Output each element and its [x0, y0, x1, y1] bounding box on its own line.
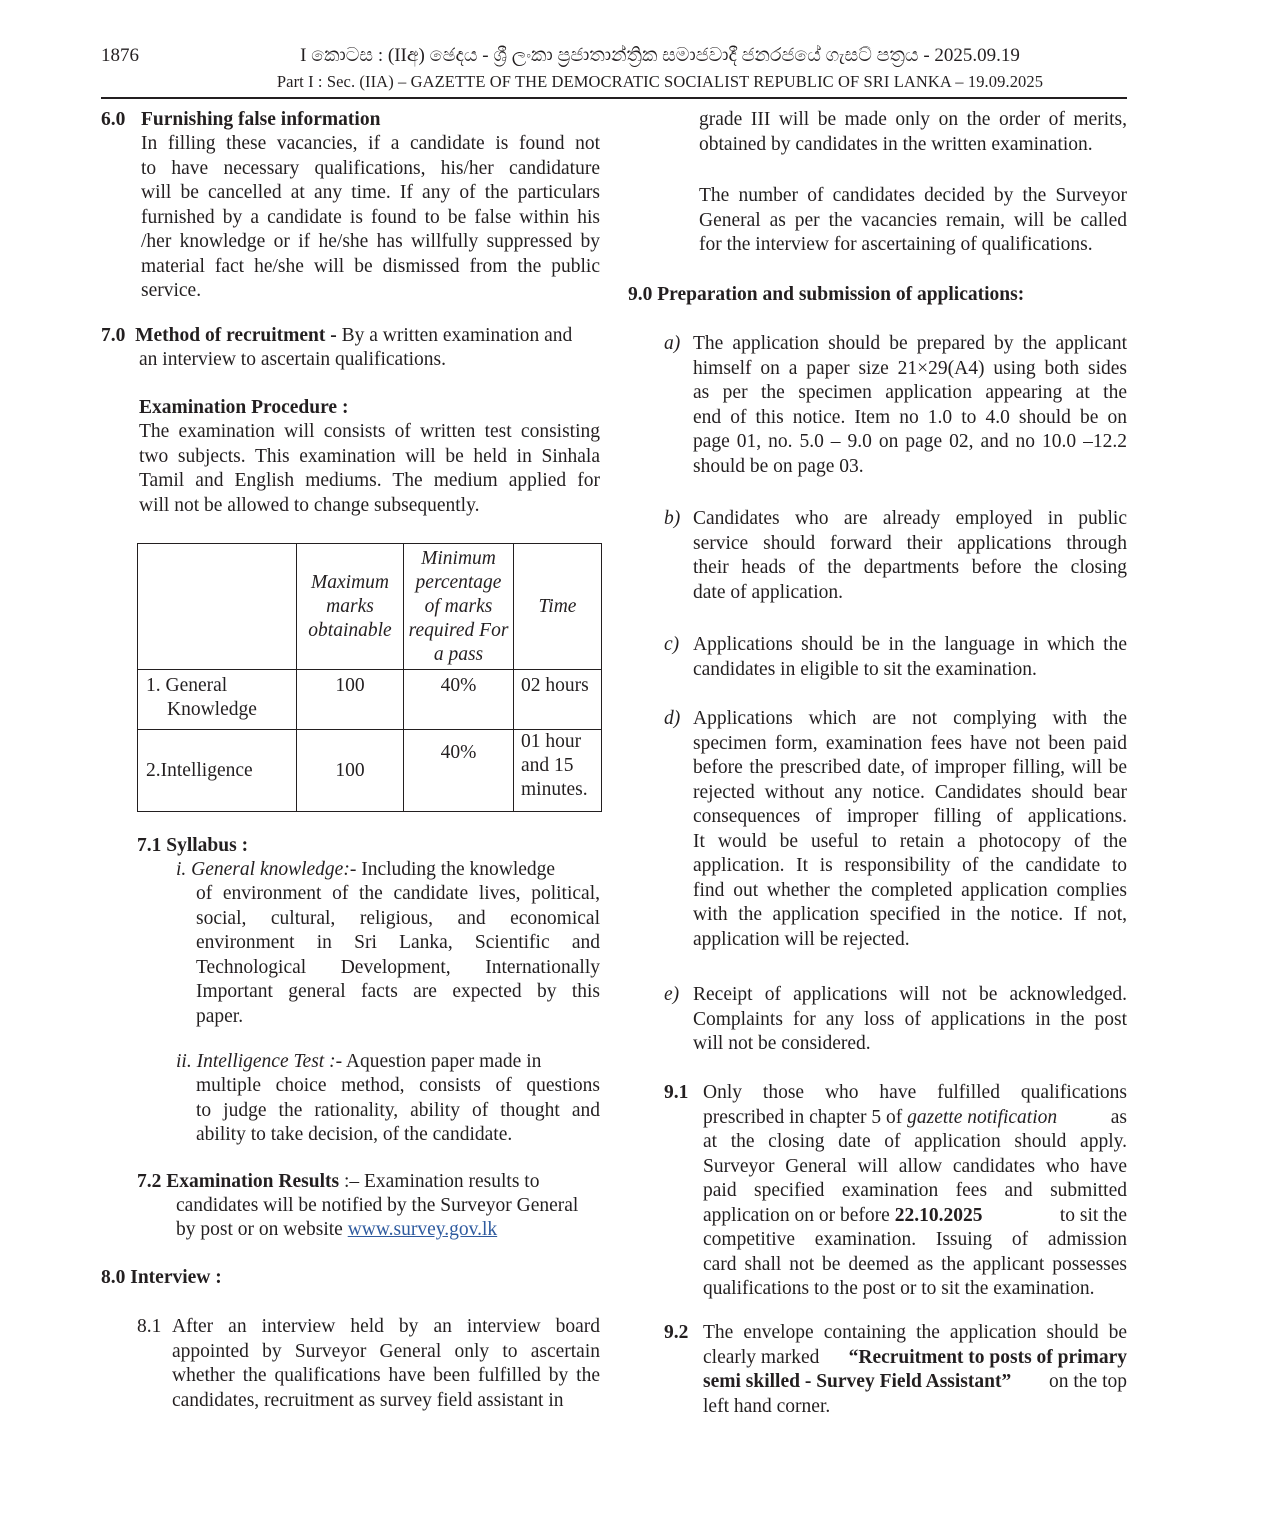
text-line: Receipt of applications will not be acknowledged.	[693, 984, 1127, 1005]
item-b-label: b)	[664, 508, 681, 529]
exam-results-first: 7.2 Examination Results :– Examination results to	[137, 1171, 540, 1192]
syllabus-i-body	[196, 882, 600, 1029]
text-line: service.	[141, 280, 202, 301]
section-9-2-body: The envelope containing the application should be clearly marked “Recruitment to posts of primary semi skilled - Survey Field Assistant” on the top left hand corner.	[703, 1322, 1127, 1417]
item-d-label: d)	[664, 708, 681, 729]
section-8-1-number: 8.1	[137, 1316, 162, 1337]
survey-website-link[interactable]: www.survey.gov.lk	[347, 1219, 498, 1240]
text-line: rejected without any notice. Candidates should bear	[693, 781, 1127, 803]
syllabus-title: 7.1 Syllabus :	[137, 835, 249, 856]
text-line: /her knowledge or if he/she has willfully suppressed by	[141, 231, 600, 252]
header-english-title: Part I : Sec. (IIA) – GAZETTE OF THE DEMOCRATIC SOCIALIST REPUBLIC OF SRI LANKA – 19.09.2025	[276, 72, 1044, 91]
table-header-time: Time	[514, 544, 602, 670]
text-line: obtained by candidates in the written examination.	[699, 133, 1093, 155]
exam-procedure-title: Examination Procedure :	[139, 397, 349, 418]
exam-table	[137, 543, 602, 812]
section-6-title: Furnishing false information	[141, 109, 381, 130]
text-line: ability to take decision, of the candidate.	[196, 1124, 513, 1145]
text-line: The examination will consists of written test consisting	[139, 421, 600, 442]
text-line: their heads of the departments before the closing	[693, 557, 1127, 578]
text-line: with the application specified in the notice. If not,	[693, 904, 1127, 925]
text-line: candidates, recruitment as survey field assistant in	[172, 1389, 564, 1411]
text-line: General as per the vacancies remain, will be called	[699, 209, 1127, 231]
table-row	[138, 730, 602, 812]
section-9-1-number: 9.1	[664, 1082, 689, 1103]
text-line: The number of candidates decided by the Surveyor	[699, 185, 1127, 206]
text-line: to judge the rationality, ability of thought and	[196, 1099, 600, 1121]
page-number: 1876	[101, 45, 139, 66]
text-line: date of application.	[693, 581, 843, 603]
text-line: end of this notice. Item no 1.0 to 4.0 should be on	[693, 406, 1127, 428]
table-cell-max: 100	[297, 730, 404, 812]
text-line: social, cultural, religious, and economical	[196, 907, 600, 929]
table-row	[138, 670, 602, 730]
text-line: In filling these vacancies, if a candidate is found not	[141, 133, 600, 154]
text-line: himself on a paper size 21×29(A4) using both sides	[693, 357, 1127, 379]
text-line: will not be allowed to change subsequently.	[139, 494, 480, 516]
text-line: to have necessary qualifications, his/her candidature	[141, 157, 600, 179]
text-line: multiple choice method, consists of questions	[196, 1075, 600, 1096]
text-line: After an interview held by an interview board	[172, 1316, 600, 1337]
item-d-body	[693, 707, 1127, 952]
text-line: Complaints for any loss of applications in the post	[693, 1008, 1127, 1030]
text-line: paper.	[196, 1005, 244, 1027]
syllabus-ii-label: ii. Intelligence Test :-	[176, 1051, 343, 1072]
syllabus-i-label: i. General knowledge:-	[176, 859, 357, 880]
exam-results-line3: by post or on website www.survey.gov.lk	[176, 1219, 498, 1240]
item-a-body	[693, 332, 1127, 479]
text-line: of environment of the candidate lives, political,	[196, 883, 600, 904]
section-7-title: Method of recruitment -	[135, 325, 337, 346]
section-8-continuation	[699, 108, 1127, 157]
section-6-number: 6.0	[101, 109, 126, 130]
section-9-2-number: 9.2	[664, 1322, 689, 1343]
syllabus-ii-first: ii. Intelligence Test :- Aquestion paper made in	[176, 1051, 542, 1072]
table-cell-time: 02 hours	[514, 670, 602, 730]
table-cell-min: 40%	[404, 670, 514, 730]
item-e-body	[693, 983, 1127, 1057]
text-line: page 01, no. 5.0 – 9.0 on page 02, and no 10.0 –12.2	[693, 431, 1127, 452]
text-line: environment in Sri Lanka, Scientific and	[196, 932, 600, 953]
table-cell-min: 40%	[404, 730, 514, 812]
text-line: should be on page 03.	[693, 455, 864, 477]
exam-results-title: 7.2 Examination Results	[137, 1171, 340, 1192]
text-line: Applications should be in the language in which the	[693, 634, 1127, 655]
header-sinhala-title: I කොටස : (IIඅ) ඡෙදය - ශ්‍රී ලංකා ප්‍රජාතාන්ත්‍රික සමාජවාදී ජනරජයේ ගැසට් පත්‍රය - 2025.09.19	[300, 45, 1020, 66]
table-header-row	[138, 544, 602, 670]
section-8-1-body	[172, 1315, 600, 1413]
section-7-lead: By a written examination and	[341, 325, 573, 346]
section-7-heading: 7.0 Method of recruitment - By a written examination and	[101, 325, 573, 346]
text-line: Tamil and English mediums. The medium applied for	[139, 470, 600, 491]
syllabus-ii-body	[196, 1074, 600, 1148]
item-b-body	[693, 507, 1127, 605]
item-c-body	[693, 633, 1127, 682]
text-line: candidates in eligible to sit the examination.	[693, 658, 1037, 680]
text-line: for the interview for ascertaining of qualifications.	[699, 234, 1093, 255]
text-line: will be cancelled at any time. If any of the particulars	[141, 182, 600, 203]
text-line: whether the qualifications have been fulfilled by the	[172, 1365, 600, 1386]
text-line: consequences of improper filling of applications.	[693, 806, 1127, 827]
interview-title: 8.0 Interview :	[101, 1267, 222, 1288]
table-cell-time: 01 hour and 15 minutes.	[514, 730, 602, 812]
header-rule	[101, 97, 1127, 99]
text-line: grade III will be made only on the order of merits,	[699, 109, 1127, 130]
exam-procedure-body	[139, 420, 600, 518]
text-line: specimen form, examination fees have not been paid	[693, 732, 1127, 754]
text-line: application. It is responsibility of the candidate to	[693, 855, 1127, 876]
table-header-max: Maximum marks obtainable	[297, 544, 404, 670]
syllabus-i-first: i. General knowledge:- Including the knowledge	[176, 859, 556, 880]
text-line: Applications which are not complying with the	[693, 708, 1127, 729]
text-line: find out whether the completed application complies	[693, 879, 1127, 901]
section-8-interview-note	[699, 184, 1127, 258]
item-e-label: e)	[664, 984, 680, 1005]
text-line: two subjects. This examination will be held in Sinhala	[139, 445, 600, 467]
text-line: material fact he/she will be dismissed from the public	[141, 255, 600, 277]
text-line: before the prescribed date, of improper filling, will be	[693, 757, 1127, 778]
section-6-body	[141, 132, 600, 304]
table-header-blank	[138, 544, 297, 670]
text-line: as per the specimen application appearing at the	[693, 382, 1127, 403]
exam-results-line2: candidates will be notified by the Surveyor General	[176, 1195, 579, 1216]
text-line: It would be useful to retain a photocopy of the	[693, 830, 1127, 852]
table-header-min: Minimum percentage of marks required For a pass	[404, 544, 514, 670]
table-cell-subject: 2.Intelligence	[138, 730, 297, 812]
text-line: furnished by a candidate is found to be false within his	[141, 206, 600, 228]
closing-date: 22.10.2025	[894, 1204, 983, 1226]
item-c-label: c)	[664, 634, 680, 655]
section-6-heading	[101, 108, 125, 133]
text-line: Candidates who are already employed in public	[693, 508, 1127, 529]
item-a-label: a)	[664, 333, 681, 354]
section-9-1-body: Only those who have fulfilled qualifications prescribed in chapter 5 of gazette notification as at the closing date of application should apply. Surveyor General will allow candidates who have paid specified examination fees and submitted application on or before 22.10.2025 to sit the competitive examination. Issuing of admission card shall not be deemed as the applicant possesses qualifications to the post or to sit the examination.	[703, 1082, 1127, 1299]
text-line: Technological Development, Internationally	[196, 956, 600, 978]
text-line: application will be rejected.	[693, 928, 910, 950]
text-line: The application should be prepared by the applicant	[693, 333, 1127, 354]
table-cell-subject: 1. General Knowledge	[138, 670, 297, 730]
text-line: an interview to ascertain qualifications.	[139, 349, 447, 370]
text-line: appointed by Surveyor General only to ascertain	[172, 1340, 600, 1362]
text-line: will not be considered.	[693, 1033, 871, 1054]
section-9-title: 9.0 Preparation and submission of applications:	[628, 284, 1025, 305]
text-line: service should forward their applications through	[693, 532, 1127, 554]
text-line: Important general facts are expected by this	[196, 981, 600, 1002]
table-cell-max: 100	[297, 670, 404, 730]
section-7-body	[139, 348, 600, 373]
